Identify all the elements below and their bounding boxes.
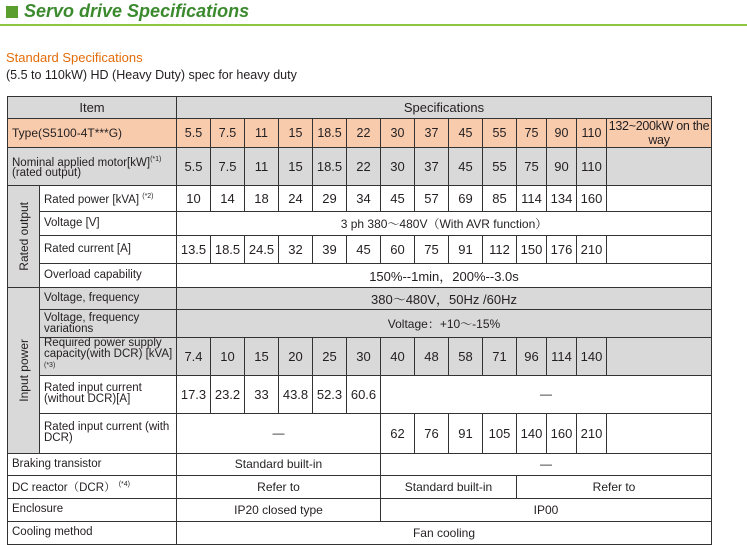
overload-row	[8, 264, 712, 288]
ric-w-dash: —	[177, 413, 381, 453]
motor-value: 15	[279, 148, 313, 186]
rated-current-value: 91	[449, 236, 483, 264]
rated-power-label-text: Rated power [kVA]	[44, 193, 140, 206]
ric-wo-value: 52.3	[313, 375, 347, 413]
voltage-row	[8, 212, 712, 236]
vf-row	[8, 288, 712, 310]
rated-current-row	[8, 236, 712, 264]
input-power-label: Input power	[16, 339, 31, 402]
ric-w-value: 76	[415, 413, 449, 453]
motor-empty	[607, 148, 712, 186]
square-bullet-icon	[6, 6, 18, 18]
type-label: Type(S5100-4T***G)	[8, 119, 177, 148]
header-underline	[0, 24, 747, 26]
rated-current-value: 60	[381, 236, 415, 264]
vfv-value: Voltage：+10～-15%	[177, 310, 712, 338]
rated-power-value: 14	[211, 186, 245, 212]
rated-power-row	[8, 186, 712, 212]
rated-power-value: 57	[415, 186, 449, 212]
vf-label: Voltage, frequency	[40, 288, 177, 310]
vfv-row	[8, 310, 712, 338]
rated-power-empty	[607, 186, 712, 212]
motor-value: 30	[381, 148, 415, 186]
ric-w-empty	[607, 413, 712, 453]
enclosure-row	[8, 498, 712, 521]
rated-current-value: 150	[517, 236, 547, 264]
type-value: 15	[279, 119, 313, 148]
dcr-label	[8, 475, 177, 498]
req-value: 10	[211, 338, 245, 376]
motor-value: 18.5	[313, 148, 347, 186]
motor-label-line2: (rated output)	[12, 167, 82, 180]
rated-power-sup: (*2)	[142, 193, 154, 201]
req-value: 15	[245, 338, 279, 376]
req-value: 140	[577, 338, 607, 376]
dcr-row	[8, 475, 712, 498]
page-header	[0, 0, 747, 26]
req-value: 71	[483, 338, 517, 376]
vfv-label: Voltage, frequency variations	[40, 310, 177, 338]
type-value: 37	[415, 119, 449, 148]
rated-current-empty	[607, 236, 712, 264]
req-value: 30	[347, 338, 381, 376]
rated-current-value: 176	[547, 236, 577, 264]
req-value: 96	[517, 338, 547, 376]
braking-label: Braking transistor	[8, 453, 177, 475]
motor-value: 75	[517, 148, 547, 186]
type-row	[8, 119, 712, 148]
req-sup: (*3)	[44, 362, 56, 369]
motor-label-text: Nominal applied motor[kW]	[12, 156, 151, 169]
ric-wo-value: 43.8	[279, 375, 313, 413]
enclosure-label: Enclosure	[8, 498, 177, 521]
ric-w-label: Rated input current (with DCR)	[40, 413, 177, 453]
req-value: 25	[313, 338, 347, 376]
ric-w-value: 210	[577, 413, 607, 453]
req-value: 48	[415, 338, 449, 376]
enclosure-ip00: IP00	[381, 498, 712, 521]
motor-value: 22	[347, 148, 381, 186]
dcr-refer-b: Refer to	[517, 475, 712, 498]
type-value: 11	[245, 119, 279, 148]
rated-current-label: Rated current [A]	[40, 236, 177, 264]
ric-wo-label: Rated input current (without DCR)[A]	[40, 375, 177, 413]
section-subtitle: Standard Specifications	[6, 50, 143, 65]
item-header: Item	[8, 97, 177, 119]
rated-power-value: 134	[547, 186, 577, 212]
ric-wo-value: 17.3	[177, 375, 211, 413]
rated-power-value: 114	[517, 186, 547, 212]
dcr-label-text: DC reactor（DCR）	[12, 482, 116, 495]
req-value: 40	[381, 338, 415, 376]
type-value: 5.5	[177, 119, 211, 148]
rated-power-value: 29	[313, 186, 347, 212]
input-power-group	[8, 288, 40, 454]
motor-value: 5.5	[177, 148, 211, 186]
dcr-refer-a: Refer to	[177, 475, 381, 498]
section-note: (5.5 to 110kW) HD (Heavy Duty) spec for heavy duty	[6, 68, 297, 82]
rated-power-value: 34	[347, 186, 381, 212]
type-value: 75	[517, 119, 547, 148]
ric-w-value: 160	[547, 413, 577, 453]
rated-current-value: 112	[483, 236, 517, 264]
enclosure-ip20: IP20 closed type	[177, 498, 381, 521]
req-row	[8, 338, 712, 376]
motor-value: 11	[245, 148, 279, 186]
motor-label	[8, 148, 177, 186]
motor-value: 45	[449, 148, 483, 186]
motor-value: 7.5	[211, 148, 245, 186]
rated-power-value: 85	[483, 186, 517, 212]
rated-power-value: 10	[177, 186, 211, 212]
type-value: 7.5	[211, 119, 245, 148]
req-value: 58	[449, 338, 483, 376]
cooling-label: Cooling method	[8, 521, 177, 544]
rated-power-value: 45	[381, 186, 415, 212]
vf-value: 380～480V，50Hz /60Hz	[177, 288, 712, 310]
rated-power-value: 160	[577, 186, 607, 212]
page-title: Servo drive Specifications	[24, 1, 250, 21]
overload-label: Overload capability	[40, 264, 177, 288]
motor-value: 37	[415, 148, 449, 186]
type-value: 45	[449, 119, 483, 148]
rated-current-value: 45	[347, 236, 381, 264]
type-value: 30	[381, 119, 415, 148]
type-value: 22	[347, 119, 381, 148]
braking-dash: —	[381, 453, 712, 475]
type-value: 90	[547, 119, 577, 148]
req-label-text: Required power supply capacity(with DCR) [kVA]	[44, 337, 173, 360]
ric-wo-value: 60.6	[347, 375, 381, 413]
motor-value: 55	[483, 148, 517, 186]
motor-sup: (*1)	[150, 155, 162, 163]
rated-power-value: 24	[279, 186, 313, 212]
req-label	[40, 338, 177, 376]
rated-current-value: 210	[577, 236, 607, 264]
specifications-header: Specifications	[177, 97, 712, 119]
dcr-sup: (*4)	[118, 481, 130, 489]
type-value: 110	[577, 119, 607, 148]
cooling-row	[8, 521, 712, 544]
voltage-label: Voltage [V]	[40, 212, 177, 236]
rated-current-value: 39	[313, 236, 347, 264]
type-value: 55	[483, 119, 517, 148]
req-value: 7.4	[177, 338, 211, 376]
spec-table	[7, 96, 712, 545]
braking-standard: Standard built-in	[177, 453, 381, 475]
ric-w-value: 140	[517, 413, 547, 453]
req-value: 20	[279, 338, 313, 376]
rated-current-value: 18.5	[211, 236, 245, 264]
braking-row	[8, 453, 712, 475]
rated-current-value: 75	[415, 236, 449, 264]
ric-wo-row	[8, 375, 712, 413]
motor-row	[8, 148, 712, 186]
header-row	[8, 97, 712, 119]
motor-value: 90	[547, 148, 577, 186]
ric-wo-value: 33	[245, 375, 279, 413]
type-value: 18.5	[313, 119, 347, 148]
rated-power-value: 18	[245, 186, 279, 212]
rated-output-group	[8, 186, 40, 288]
ric-w-row	[8, 413, 712, 453]
rated-current-value: 13.5	[177, 236, 211, 264]
ric-w-value: 105	[483, 413, 517, 453]
voltage-value: 3 ph 380～480V（With AVR function）	[177, 212, 712, 236]
ric-wo-value: 23.2	[211, 375, 245, 413]
rated-power-value: 69	[449, 186, 483, 212]
ric-w-value: 91	[449, 413, 483, 453]
req-empty	[607, 338, 712, 376]
cooling-value: Fan cooling	[177, 521, 712, 544]
type-extra-note: 132~200kW on the way	[607, 119, 712, 148]
motor-value: 110	[577, 148, 607, 186]
ric-wo-dash: —	[381, 375, 712, 413]
ric-w-value: 62	[381, 413, 415, 453]
rated-power-label	[40, 186, 177, 212]
rated-current-value: 32	[279, 236, 313, 264]
rated-output-label: Rated output	[16, 202, 31, 271]
rated-current-value: 24.5	[245, 236, 279, 264]
overload-value: 150%--1min，200%--3.0s	[177, 264, 712, 288]
req-value: 114	[547, 338, 577, 376]
dcr-standard: Standard built-in	[381, 475, 517, 498]
